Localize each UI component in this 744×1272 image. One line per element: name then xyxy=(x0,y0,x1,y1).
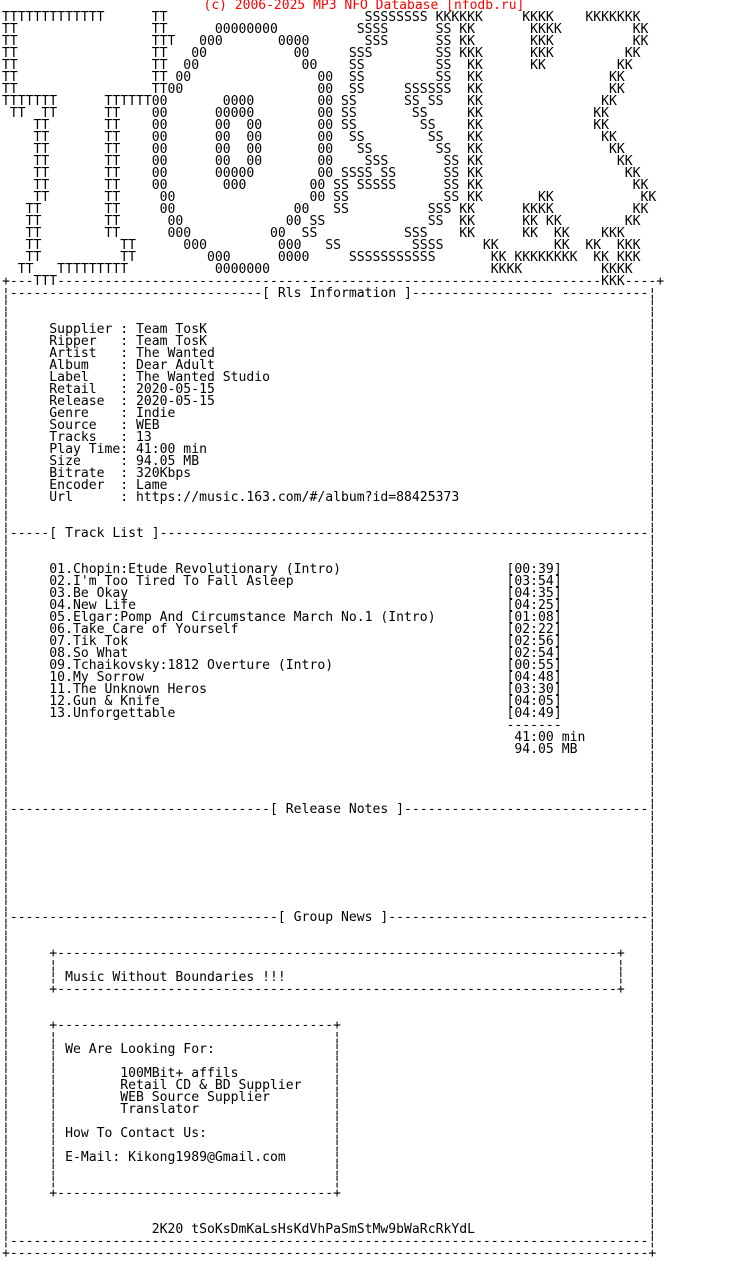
nfo-line: ¦ Label : The Wanted Studio ¦ xyxy=(2,370,657,385)
nfo-line: ¦ 09.Tchaikovsky:1812 Overture (Intro) [00:55] ¦ xyxy=(2,658,657,673)
nfo-line: +---------------------------------------------------------------------------------+ xyxy=(2,1246,657,1261)
nfo-line: ¦ ¦ xyxy=(2,550,657,565)
nfo-line: ¦-----[ Track List ]--------------------------------------------------------------¦ xyxy=(2,526,657,541)
nfo-line: ¦ 05.Elgar:Pomp And Circumstance March No.1 (Intro) [01:08] ¦ xyxy=(2,610,657,625)
nfo-line: ¦ +-----------------------------------+ ¦ xyxy=(2,1186,657,1201)
nfo-line: ¦ ¦ ¦ ¦ xyxy=(2,1174,657,1189)
nfo-line: TT TT TT 00 00000 00 SS SS KK KK xyxy=(2,106,609,121)
nfo-line: ¦ ¦ xyxy=(2,862,657,877)
nfo-line: ¦ ¦ xyxy=(2,538,657,553)
nfo-line: ¦ ¦ xyxy=(2,874,657,889)
nfo-line: ¦ ¦ xyxy=(2,754,657,769)
nfo-line: TT TT 00 00 SS SSS KK KKKK KK xyxy=(2,202,649,217)
nfo-line: ¦ ¦ xyxy=(2,994,657,1009)
nfo-line: ¦ ¦ xyxy=(2,838,657,853)
nfo-line: ¦ ¦ ¦ ¦ xyxy=(2,1138,657,1153)
nfo-line: TT TT 00 00 00 00 SS SS KK KK xyxy=(2,118,609,133)
nfo-line: ¦---------------------------------------------------------------------------------¦ xyxy=(2,1234,657,1249)
nfo-line: TT TT 00 00 SS SS KK KK KK KK xyxy=(2,214,641,229)
nfo-line: TT TT 00 000 00 SS SSSSS SS KK KK xyxy=(2,178,649,193)
nfo-content xyxy=(0,12,664,1260)
nfo-line: ¦ ------- ¦ xyxy=(2,718,657,733)
nfo-line: ¦ Supplier : Team TosK ¦ xyxy=(2,322,657,337)
source-header: (c) 2006-2025 MP3 NFO Database [nfodb.ru] xyxy=(0,0,525,13)
nfo-line: ¦ ¦ xyxy=(2,814,657,829)
nfo-line: TT TT 00 00 00 00 SS SS KK KK xyxy=(2,130,617,145)
nfo-line: ¦ Retail : 2020-05-15 ¦ xyxy=(2,382,657,397)
nfo-line: ¦ +-----------------------------------------------------------------------+ ¦ xyxy=(2,982,657,997)
nfo-line: ¦ Play Time: 41:00 min ¦ xyxy=(2,442,657,457)
nfo-line: ¦ ¦ xyxy=(2,298,657,313)
nfo-line: ¦ 94.05 MB ¦ xyxy=(2,742,657,757)
nfo-line: TTTTTTTTTTTTT TT SSSSSSSS KKKKKK KKKK KKKKKKK xyxy=(2,10,641,25)
nfo-line: ¦ 2K20 tSoKsDmKaLsHsKdVhPaSmStMw9bWaRcRkYdL ¦ xyxy=(2,1222,657,1237)
nfo-line: ¦ ¦ xyxy=(2,766,657,781)
nfo-line: ¦ Bitrate : 320Kbps ¦ xyxy=(2,466,657,481)
nfo-line: ¦ ¦ xyxy=(2,310,657,325)
nfo-line: ¦ ¦ How To Contact Us: ¦ ¦ xyxy=(2,1126,657,1141)
nfo-line: ¦ ¦ xyxy=(2,502,657,517)
nfo-line: ¦ ¦ xyxy=(2,778,657,793)
nfo-line: TT TT 00 00 00 00 SS SS KK KK xyxy=(2,142,625,157)
nfo-line: ¦ ¦ Retail CD & BD Supplier ¦ ¦ xyxy=(2,1078,657,1093)
nfo-line: TT TT 00 00000 00 SSSS SS SS KK KK xyxy=(2,166,641,181)
nfo-line: ¦ Artist : The Wanted ¦ xyxy=(2,346,657,361)
nfo-line: ¦ ¦ ¦ ¦ xyxy=(2,958,657,973)
nfo-line: ¦ +-----------------------------------------------------------------------+ ¦ xyxy=(2,946,657,961)
nfo-line: ¦ ¦ xyxy=(2,850,657,865)
nfo-line: ¦ 02.I'm Too Tired To Fall Asleep [03:54] ¦ xyxy=(2,574,657,589)
nfo-line: ¦ Size : 94.05 MB ¦ xyxy=(2,454,657,469)
nfo-line: ¦ ¦ E-Mail: Kikong1989@Gmail.com ¦ ¦ xyxy=(2,1150,657,1165)
nfo-line: ¦ ¦ xyxy=(2,514,657,529)
nfo-line: ¦ ¦ xyxy=(2,898,657,913)
nfo-line: ¦ Encoder : Lame ¦ xyxy=(2,478,657,493)
nfo-line: ¦ 03.Be Okay [04:35] ¦ xyxy=(2,586,657,601)
nfo-line: ¦----------------------------------[ Group News ]---------------------------------¦ xyxy=(2,910,657,925)
nfo-line: ¦ Url : https://music.163.com/#/album?id=88425373 ¦ xyxy=(2,490,657,505)
nfo-line: TT TT00 00 SS SSSSSS KK KK xyxy=(2,82,625,97)
nfo-line: ¦ ¦ xyxy=(2,826,657,841)
nfo-line: ¦ Ripper : Team TosK ¦ xyxy=(2,334,657,349)
nfo-line: ¦ ¦ ¦ ¦ xyxy=(2,1114,657,1129)
nfo-line: TT TT 000 0000 SSSSSSSSSSS KK KKKKKKKK KK KKK xyxy=(2,250,641,265)
nfo-line: ¦ ¦ ¦ ¦ xyxy=(2,1030,657,1045)
nfo-line: ¦ ¦ ¦ ¦ xyxy=(2,1054,657,1069)
nfo-line: ¦ Album : Dear Adult ¦ xyxy=(2,358,657,373)
nfo-line: ¦ ¦ xyxy=(2,1198,657,1213)
nfo-line: ¦ ¦ WEB Source Supplier ¦ ¦ xyxy=(2,1090,657,1105)
nfo-line: ¦ ¦ ¦ ¦ xyxy=(2,1162,657,1177)
nfo-line: ¦ +-----------------------------------+ ¦ xyxy=(2,1018,657,1033)
nfo-line: ¦ ¦ Translator ¦ ¦ xyxy=(2,1102,657,1117)
nfo-line: ¦ 13.Unforgettable [04:49] ¦ xyxy=(2,706,657,721)
nfo-line: ¦ ¦ 100MBit+ affils ¦ ¦ xyxy=(2,1066,657,1081)
nfo-line: ¦ ¦ We Are Looking For: ¦ ¦ xyxy=(2,1042,657,1057)
nfo-line: TT TTTTTTTTT 0000000 KKKK KKKK xyxy=(2,262,633,277)
nfo-line: ¦ ¦ xyxy=(2,934,657,949)
nfo-line: TT TT 00 00 SSS SS KKK KKK KK xyxy=(2,46,641,61)
nfo-line: ¦ 01.Chopin:Etude Revolutionary (Intro) [00:39] ¦ xyxy=(2,562,657,577)
nfo-line: ¦ Release : 2020-05-15 ¦ xyxy=(2,394,657,409)
nfo-line: ¦ Genre : Indie ¦ xyxy=(2,406,657,421)
nfo-line: ¦---------------------------------[ Release Notes ]-------------------------------¦ xyxy=(2,802,657,817)
nfo-line: TT TT 00 00 SS SS KK KK KK xyxy=(2,58,633,73)
nfo-line: ¦ ¦ xyxy=(2,790,657,805)
nfo-line: TT TT 00000000 SSSS SS KK KKKK KK xyxy=(2,22,649,37)
nfo-line: ¦ ¦ xyxy=(2,1210,657,1225)
nfo-line: ¦ ¦ Music Without Boundaries !!! ¦ ¦ xyxy=(2,970,657,985)
nfo-line: ¦ Source : WEB ¦ xyxy=(2,418,657,433)
nfo-line: TT TT 00 00 SS SS KK KK xyxy=(2,70,625,85)
nfo-line: ¦ ¦ xyxy=(2,1006,657,1021)
nfo-line: ¦ 04.New Life [04:25] ¦ xyxy=(2,598,657,613)
nfo-line: ¦ 11.The Unknown Heros [03:30] ¦ xyxy=(2,682,657,697)
nfo-line: ¦ 07.Tik Tok [02:56] ¦ xyxy=(2,634,657,649)
nfo-line: TT TT 000 000 SS SSSS KK KK KK KKK xyxy=(2,238,641,253)
nfo-line: ¦ 06.Take Care of Yourself [02:22] ¦ xyxy=(2,622,657,637)
nfo-line: TT TT 000 00 SS SSS KK KK KK KKK xyxy=(2,226,625,241)
nfo-line: TT TTT 000 0000 SSS SS KK KKK KK xyxy=(2,34,649,49)
nfo-line: ¦ ¦ xyxy=(2,922,657,937)
nfo-line: ¦ 12.Gun & Knife [04:05] ¦ xyxy=(2,694,657,709)
nfo-line: TT TT 00 00 00 00 SSS SS KK KK xyxy=(2,154,633,169)
nfo-line: ¦--------------------------------[ Rls Information ]------------------ -----------¦ xyxy=(2,286,657,301)
nfo-line: ¦ Tracks : 13 ¦ xyxy=(2,430,657,445)
nfo-line: TTTTTTT TTTTTT00 0000 00 SS SS SS KK KK xyxy=(2,94,617,109)
nfo-line: ¦ 08.So What [02:54] ¦ xyxy=(2,646,657,661)
nfo-line: ¦ ¦ xyxy=(2,886,657,901)
nfo-line: TT TT 00 00 SS SS KK KK KK xyxy=(2,190,657,205)
nfo-line: ¦ 41:00 min ¦ xyxy=(2,730,657,745)
nfo-line: ¦ 10.My Sorrow [04:48] ¦ xyxy=(2,670,657,685)
nfo-line: +---TTT---------------------------------------------------------------------KKK----+ xyxy=(2,274,665,289)
